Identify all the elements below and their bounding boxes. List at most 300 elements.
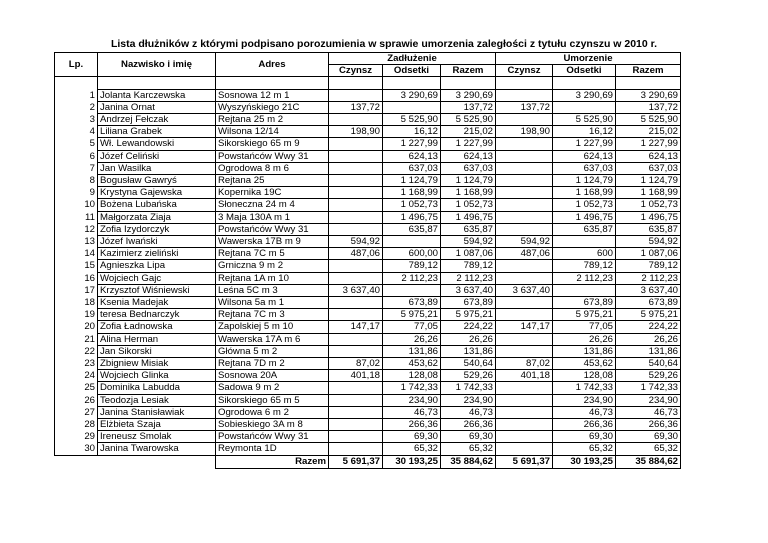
row-total: 1 087,06 [441,248,496,260]
row-name: Zofia Ładnowska [98,321,216,333]
row-lp: 10 [55,199,98,211]
table-row [55,284,681,296]
row-lp: 27 [55,406,98,418]
row-remission-rent [496,211,553,223]
row-name: Alina Herman [98,333,216,345]
row-rent [329,297,383,309]
table-row [55,223,681,235]
row-remission-total: 224,22 [616,321,681,333]
row-address: Reymonta 1D [216,443,329,455]
row-address: Główna 5 m 2 [216,345,329,357]
table-row [55,419,681,431]
row-remission-interest: 5 975,21 [553,309,616,321]
row-interest: 600,00 [383,248,441,260]
table-row [55,370,681,382]
document-title: Lista dłużników z którymi podpisano porozumienia w sprawie umorzenia zaległości z tytułu czynszu w 2010 r. [110,38,658,50]
row-name: Wojciech Glinka [98,370,216,382]
row-remission-rent [496,382,553,394]
row-total: 224,22 [441,321,496,333]
row-remission-rent [496,138,553,150]
row-interest: 1 227,99 [383,138,441,150]
row-remission-interest: 46,73 [553,406,616,418]
row-interest: 673,89 [383,297,441,309]
row-total: 1 227,99 [441,138,496,150]
row-remission-rent [496,297,553,309]
table-row [55,333,681,345]
row-address: Wilsona 5a m 1 [216,297,329,309]
row-interest: 46,73 [383,406,441,418]
row-remission-total: 635,87 [616,223,681,235]
row-rent: 594,92 [329,236,383,248]
row-interest: 637,03 [383,162,441,174]
row-remission-total: 1 227,99 [616,138,681,150]
debtors-table [54,52,681,469]
table-row [55,211,681,223]
row-remission-rent [496,431,553,443]
row-remission-rent [496,162,553,174]
row-remission-total: 1 124,79 [616,175,681,187]
row-interest: 77,05 [383,321,441,333]
row-name: Józef Celiński [98,150,216,162]
row-name: Ksenia Madejak [98,297,216,309]
row-remission-total: 1 087,06 [616,248,681,260]
row-name: Wojciech Gajc [98,272,216,284]
row-remission-interest: 2 112,23 [553,272,616,284]
row-lp: 18 [55,297,98,309]
row-remission-total: 1 052,73 [616,199,681,211]
row-lp: 16 [55,272,98,284]
row-remission-interest [553,236,616,248]
row-rent [329,260,383,272]
row-remission-interest: 1 168,99 [553,187,616,199]
row-name: Kazimierz zieliński [98,248,216,260]
row-total: 131,86 [441,345,496,357]
row-name: Bogusław Gawryś [98,175,216,187]
row-name: Agnieszka Lipa [98,260,216,272]
row-name: Józef Iwański [98,236,216,248]
row-remission-rent: 198,90 [496,126,553,138]
row-name: Janina Twarowska [98,443,216,455]
row-address: Rejtana 1A m 10 [216,272,329,284]
row-address: Wawerska 17B m 9 [216,236,329,248]
row-remission-rent [496,333,553,345]
table-row [55,260,681,272]
row-rent: 3 637,40 [329,284,383,296]
row-lp: 13 [55,236,98,248]
totals-remission-rent: 5 691,37 [496,455,553,468]
row-address: Sikorskiego 65 m 9 [216,138,329,150]
header-group-debt: Zadłużenie [329,53,496,65]
row-address: Rejtana 25 [216,175,329,187]
row-rent: 198,90 [329,126,383,138]
row-remission-total: 637,03 [616,162,681,174]
row-rent [329,419,383,431]
row-rent [329,272,383,284]
row-remission-total: 673,89 [616,297,681,309]
row-rent [329,114,383,126]
row-interest [383,284,441,296]
row-address: Rejtana 7C m 3 [216,309,329,321]
row-address: Grniczna 9 m 2 [216,260,329,272]
row-address: Sobieskiego 3A m 8 [216,419,329,431]
row-total: 637,03 [441,162,496,174]
row-remission-interest: 1 496,75 [553,211,616,223]
row-remission-total: 5 525,90 [616,114,681,126]
row-remission-interest: 65,32 [553,443,616,455]
row-interest: 5 975,21 [383,309,441,321]
totals-total: 35 884,62 [441,455,496,468]
table-row [55,248,681,260]
row-total: 137,72 [441,101,496,113]
row-remission-rent: 401,18 [496,370,553,382]
row-lp: 14 [55,248,98,260]
row-remission-total: 2 112,23 [616,272,681,284]
row-name: Andrzej Fełczak [98,114,216,126]
row-rent [329,333,383,345]
row-lp: 20 [55,321,98,333]
row-remission-interest: 1 227,99 [553,138,616,150]
row-name: Jolanta Karczewska [98,89,216,101]
row-rent: 401,18 [329,370,383,382]
row-address: Słoneczna 24 m 4 [216,199,329,211]
row-name: Liliana Grabek [98,126,216,138]
row-remission-rent: 147,17 [496,321,553,333]
row-lp: 24 [55,370,98,382]
row-remission-rent [496,150,553,162]
row-name: Ireneusz Smolak [98,431,216,443]
row-rent [329,89,383,101]
row-remission-interest: 1 742,33 [553,382,616,394]
row-lp: 26 [55,394,98,406]
table-row [55,297,681,309]
row-lp: 19 [55,309,98,321]
row-remission-interest: 3 290,69 [553,89,616,101]
row-remission-interest [553,284,616,296]
row-remission-total: 69,30 [616,431,681,443]
row-remission-total: 624,13 [616,150,681,162]
table-row [55,150,681,162]
row-interest: 16,12 [383,126,441,138]
header-rent: Czynsz [329,65,383,77]
row-address: Powstańców Wwy 31 [216,223,329,235]
table-row [55,358,681,370]
header-remission-total: Razem [616,65,681,77]
row-interest: 453,62 [383,358,441,370]
row-interest: 26,26 [383,333,441,345]
row-name: Teodozja Lesiak [98,394,216,406]
row-remission-total: 1 496,75 [616,211,681,223]
row-remission-interest: 131,86 [553,345,616,357]
row-name: Zbigniew Misiak [98,358,216,370]
row-rent [329,223,383,235]
row-remission-rent: 87,02 [496,358,553,370]
row-remission-interest: 624,13 [553,150,616,162]
row-rent [329,394,383,406]
row-lp: 2 [55,101,98,113]
table-row [55,406,681,418]
table-row [55,431,681,443]
row-remission-total: 234,90 [616,394,681,406]
row-interest: 234,90 [383,394,441,406]
row-remission-total: 1 168,99 [616,187,681,199]
row-lp: 28 [55,419,98,431]
row-total: 673,89 [441,297,496,309]
totals-remission-interest: 30 193,25 [553,455,616,468]
row-lp: 12 [55,223,98,235]
table-row [55,309,681,321]
row-lp: 4 [55,126,98,138]
row-address: Powstańców Wwy 31 [216,150,329,162]
row-remission-total: 789,12 [616,260,681,272]
header-address: Adres [216,53,329,77]
row-address: Sadowa 9 m 2 [216,382,329,394]
row-interest: 266,36 [383,419,441,431]
row-remission-rent [496,114,553,126]
row-lp: 29 [55,431,98,443]
row-remission-rent [496,272,553,284]
row-address: Leśna 5C m 3 [216,284,329,296]
row-remission-total: 215,02 [616,126,681,138]
row-remission-interest: 1 052,73 [553,199,616,211]
table-row [55,114,681,126]
row-rent [329,382,383,394]
row-interest: 789,12 [383,260,441,272]
row-address: Sosnowa 12 m 1 [216,89,329,101]
table-footer [55,455,681,468]
row-name: Krystyna Gajewska [98,187,216,199]
row-total: 234,90 [441,394,496,406]
row-name: Zofia Izydorczyk [98,223,216,235]
row-remission-total: 65,32 [616,443,681,455]
row-rent [329,199,383,211]
row-total: 540,64 [441,358,496,370]
row-interest [383,236,441,248]
row-remission-total: 3 637,40 [616,284,681,296]
row-rent [329,443,383,455]
row-remission-total: 1 742,33 [616,382,681,394]
totals-rent: 5 691,37 [329,455,383,468]
row-name: Janina Ornat [98,101,216,113]
row-name: Janina Stanisławiak [98,406,216,418]
row-lp: 6 [55,150,98,162]
row-address: Sikorskiego 65 m 5 [216,394,329,406]
row-address: Ogrodowa 8 m 6 [216,162,329,174]
row-rent [329,309,383,321]
row-rent: 137,72 [329,101,383,113]
table-row [55,89,681,101]
row-address: 3 Maja 130A m 1 [216,211,329,223]
row-total: 266,36 [441,419,496,431]
row-name: Bożena Lubańska [98,199,216,211]
row-total: 529,26 [441,370,496,382]
row-total: 5 525,90 [441,114,496,126]
row-remission-rent [496,223,553,235]
row-interest: 65,32 [383,443,441,455]
row-total: 26,26 [441,333,496,345]
row-remission-interest: 673,89 [553,297,616,309]
row-rent [329,162,383,174]
table-body [55,89,681,455]
row-remission-total: 5 975,21 [616,309,681,321]
row-rent [329,406,383,418]
row-address: Sosnowa 20A [216,370,329,382]
row-total: 3 637,40 [441,284,496,296]
row-remission-rent [496,175,553,187]
row-lp: 1 [55,89,98,101]
header-remission-interest: Odsetki [553,65,616,77]
table-row [55,175,681,187]
row-name: Krzysztof Wiśniewski [98,284,216,296]
row-remission-interest: 77,05 [553,321,616,333]
row-remission-rent: 137,72 [496,101,553,113]
row-interest: 1 168,99 [383,187,441,199]
row-total: 594,92 [441,236,496,248]
row-total: 65,32 [441,443,496,455]
row-lp: 22 [55,345,98,357]
header-total: Razem [441,65,496,77]
row-remission-total: 540,64 [616,358,681,370]
row-total: 1 168,99 [441,187,496,199]
row-remission-interest: 635,87 [553,223,616,235]
row-address: Kopernika 19C [216,187,329,199]
row-interest: 1 496,75 [383,211,441,223]
row-remission-total: 3 290,69 [616,89,681,101]
row-address: Wawerska 17A m 6 [216,333,329,345]
row-total: 1 052,73 [441,199,496,211]
table-row [55,272,681,284]
header-group-remission: Umorzenie [496,53,681,65]
row-remission-interest: 1 124,79 [553,175,616,187]
row-remission-interest: 234,90 [553,394,616,406]
totals-row [55,455,681,468]
row-interest: 5 525,90 [383,114,441,126]
table-header [55,53,681,77]
row-interest: 128,08 [383,370,441,382]
row-name: Wł. Lewandowski [98,138,216,150]
row-name: Elżbieta Szaja [98,419,216,431]
row-remission-interest: 5 525,90 [553,114,616,126]
row-total: 635,87 [441,223,496,235]
table-row [55,394,681,406]
row-address: Ogrodowa 6 m 2 [216,406,329,418]
row-interest: 131,86 [383,345,441,357]
row-interest: 635,87 [383,223,441,235]
row-lp: 15 [55,260,98,272]
row-lp: 7 [55,162,98,174]
row-remission-rent [496,260,553,272]
row-address: Powstańców Wwy 31 [216,431,329,443]
row-name: Jan Sikorski [98,345,216,357]
row-address: Wyszyńskiego 21C [216,101,329,113]
row-address: Wilsona 12/14 [216,126,329,138]
row-remission-rent [496,394,553,406]
row-total: 215,02 [441,126,496,138]
table-row [55,443,681,455]
row-total: 1 496,75 [441,211,496,223]
row-rent [329,150,383,162]
row-interest: 3 290,69 [383,89,441,101]
row-remission-total: 131,86 [616,345,681,357]
row-rent [329,138,383,150]
row-remission-interest: 266,36 [553,419,616,431]
table-row [55,236,681,248]
table-row [55,187,681,199]
row-name: teresa Bednarczyk [98,309,216,321]
row-rent [329,431,383,443]
row-remission-total: 26,26 [616,333,681,345]
row-interest: 1 124,79 [383,175,441,187]
row-remission-total: 137,72 [616,101,681,113]
row-address: Zapolskiej 5 m 10 [216,321,329,333]
table-row [55,138,681,150]
row-remission-total: 594,92 [616,236,681,248]
row-remission-rent [496,309,553,321]
row-remission-interest: 26,26 [553,333,616,345]
row-remission-total: 266,36 [616,419,681,431]
totals-interest: 30 193,25 [383,455,441,468]
table-row [55,199,681,211]
row-interest: 1 742,33 [383,382,441,394]
header-name: Nazwisko i imię [98,53,216,77]
row-name: Jan Wasilka [98,162,216,174]
totals-remission-total: 35 884,62 [616,455,681,468]
row-interest: 1 052,73 [383,199,441,211]
row-remission-rent [496,419,553,431]
table-row [55,162,681,174]
row-remission-rent: 594,92 [496,236,553,248]
row-remission-interest [553,101,616,113]
row-remission-total: 46,73 [616,406,681,418]
row-remission-rent [496,199,553,211]
totals-label: Razem [216,455,329,468]
row-remission-interest: 600 [553,248,616,260]
row-address: Rejtana 7D m 2 [216,358,329,370]
row-lp: 25 [55,382,98,394]
row-lp: 3 [55,114,98,126]
table-row [55,101,681,113]
row-rent [329,211,383,223]
row-lp: 21 [55,333,98,345]
table-row [55,382,681,394]
row-address: Rejtana 7C m 5 [216,248,329,260]
row-address: Rejtana 25 m 2 [216,114,329,126]
row-remission-interest: 16,12 [553,126,616,138]
row-total: 1 742,33 [441,382,496,394]
table-row [55,126,681,138]
table-row [55,321,681,333]
row-rent: 487,06 [329,248,383,260]
row-rent [329,187,383,199]
row-total: 789,12 [441,260,496,272]
row-name: Małgorzata Ziaja [98,211,216,223]
row-interest [383,101,441,113]
row-lp: 11 [55,211,98,223]
row-total: 2 112,23 [441,272,496,284]
header-lp: Lp. [55,53,98,77]
row-total: 46,73 [441,406,496,418]
row-rent: 147,17 [329,321,383,333]
row-total: 69,30 [441,431,496,443]
row-lp: 17 [55,284,98,296]
row-total: 5 975,21 [441,309,496,321]
row-rent [329,345,383,357]
row-total: 624,13 [441,150,496,162]
row-lp: 5 [55,138,98,150]
row-name: Dominika Labudda [98,382,216,394]
row-remission-total: 529,26 [616,370,681,382]
row-total: 3 290,69 [441,89,496,101]
row-lp: 30 [55,443,98,455]
